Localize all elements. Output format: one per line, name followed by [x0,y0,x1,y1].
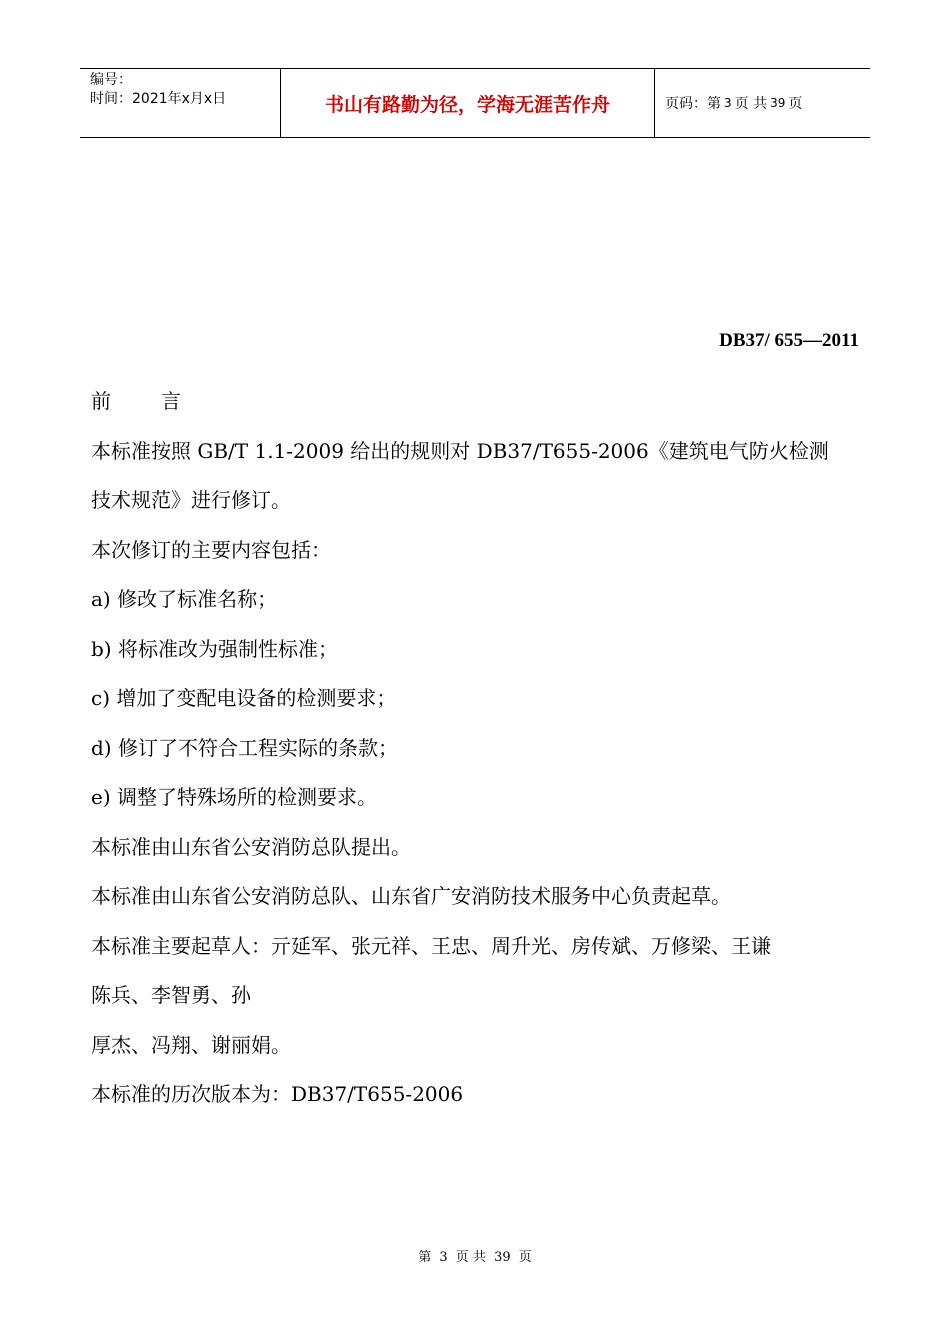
paragraph-line: 本标准由山东省公安消防总队、山东省广安消防技术服务中心负责起草。 [91,884,731,908]
header-motto: 书山有路勤为径，学海无涯苦作舟 [281,69,655,137]
standard-number: DB37/ 655—2011 [719,330,859,351]
header-page-suffix: 页 [788,96,803,112]
document-body [91,377,871,1120]
paragraph-line: 本标准按照 GB/T 1.1-2009 给出的规则对 DB37/T655-2006《建筑电气防火检测 [91,438,829,463]
header-table [80,68,870,138]
section-heading [91,377,871,427]
paragraph-line: 本标准由山东省公安消防总队提出。 [91,834,411,859]
list-item: c) 增加了变配电设备的检测要求； [91,686,397,710]
header-meta-cell [80,69,281,137]
header-page-middle: 页 共 [734,96,768,112]
header-page-current: 3 [724,96,732,110]
paragraph-line: 本标准主要起草人：亓延军、张元祥、王忠、周升光、房传斌、万修梁、王谦 [91,933,771,958]
paragraph-line: 技术规范》进行修订。 [91,488,291,512]
list-item: a) 修改了标准名称； [91,587,278,611]
list-item: b) 将标准改为强制性标准； [91,636,338,661]
paragraph-line: 厚杰、冯翔、谢丽娟。 [91,1032,291,1057]
paragraph-line: 本次修订的主要内容包括： [91,537,331,562]
footer-page-current: 3 [439,1250,448,1265]
list-item: d) 修订了不符合工程实际的条款； [91,735,398,760]
heading-char-2: 言 [161,389,181,413]
footer-prefix: 第 [418,1250,432,1265]
header-page-indicator [655,69,870,137]
footer-middle: 页 共 [455,1250,486,1265]
footer-suffix: 页 [518,1250,532,1265]
paragraph-line: 陈兵、李智勇、孙 [91,983,251,1007]
footer-page-total: 39 [494,1250,511,1265]
document-number-label: 编号： [90,72,132,88]
page-footer [0,1246,950,1265]
paragraph-line: 本标准的历次版本为：DB37/T655-2006 [91,1082,464,1106]
heading-char-1: 前 [91,389,111,413]
header-page-prefix: 页码：第 [665,96,721,112]
list-item: e) 调整了特殊场所的检测要求。 [91,785,377,809]
document-date-label: 时间：2021年x月x日 [90,91,227,107]
header-page-total: 39 [770,96,786,110]
